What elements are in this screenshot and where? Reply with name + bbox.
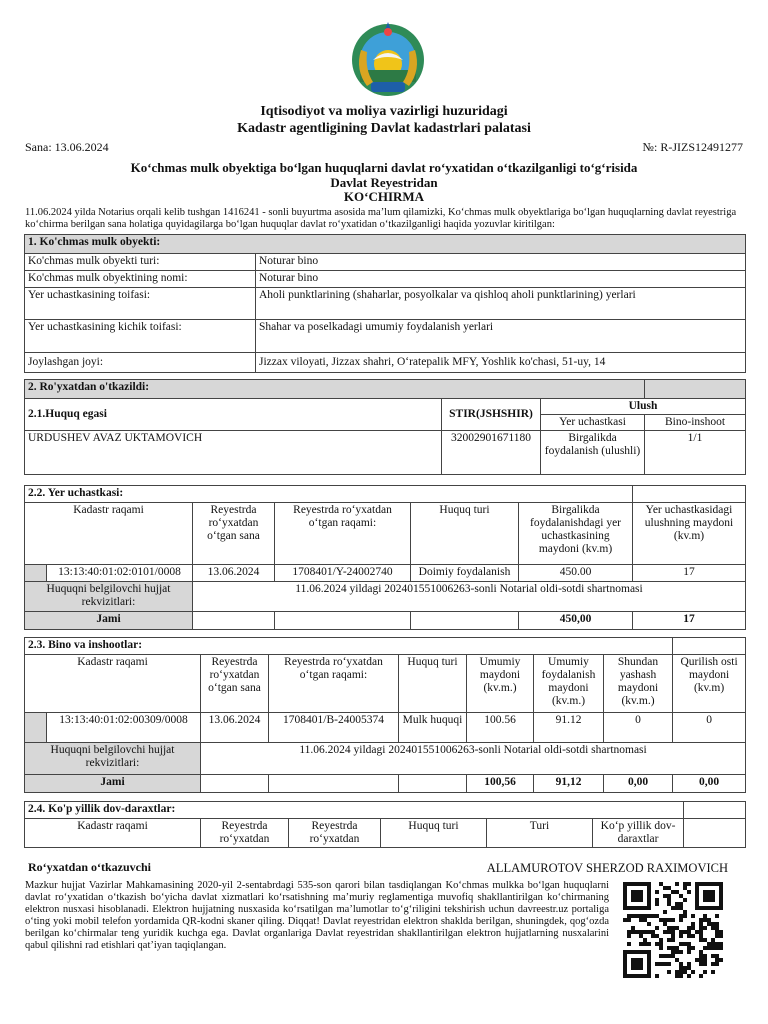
section-1-title: 1. Ko'chmas mulk obyekti: <box>25 235 746 254</box>
common-area: 91.12 <box>534 713 604 743</box>
total-common-area: 91,12 <box>534 775 604 793</box>
document-date: Sana: 13.06.2024 <box>25 140 109 154</box>
intro-paragraph: 11.06.2024 yilda Notarius orqali kelib tushgan 1416241 - sonli buyurtma asosida maʼlum qilamizki, Koʻchmas mulk obyektlariga boʻlgan huquqlarning davlat reyestriga koʻchirma berilgan sana holatiga quyidagilarga boʻlgan huquqlar davlat roʻyxatidan oʻtkazilganligi haqida yozuvlar kiritilgan: <box>25 207 737 230</box>
field-value: Jizzax viloyati, Jizzax shahri, Oʻratepalik MFY, Yoshlik ko'chasi, 51-uy, 14 <box>256 353 746 373</box>
col-header: Yer uchastkasidagi ulushning maydoni (kv.m) <box>633 503 746 565</box>
col-header: Huquq turi <box>411 503 519 565</box>
col-header: Turi <box>487 819 593 848</box>
registration-table <box>24 379 746 475</box>
section-23-title: 2.3. Bino va inshootlar: <box>25 638 673 655</box>
owner-header: 2.1.Huquq egasi <box>25 399 442 431</box>
field-label: Yer uchastkasining kichik toifasi: <box>25 320 256 353</box>
field-value: Shahar va poselkadagi umumiy foydalanish yerlari <box>256 320 746 353</box>
buildings-table <box>24 637 746 793</box>
doc-value: 11.06.2024 yildagi 202401551006263-sonli Notarial oldi-sotdi shartnomasi <box>201 743 746 775</box>
doc-label: Huquqni belgilovchi hujjat rekvizitlari: <box>25 743 201 775</box>
right-type: Doimiy foydalanish <box>411 565 519 582</box>
stir-header: STIR(JSHSHIR) <box>442 399 541 431</box>
land-share-value: Birgalikda foydalanish (ulushli) <box>541 431 645 475</box>
col-header: Kadastr raqami <box>25 819 201 848</box>
col-header: Reyestrda roʻyxatdan <box>201 819 289 848</box>
share-header: Ulush <box>541 399 746 415</box>
total-area: 100.56 <box>467 713 534 743</box>
col-header: Umumiy maydoni (kv.m.) <box>467 655 534 713</box>
field-value: Noturar bino <box>256 271 746 288</box>
total-living-area: 0,00 <box>604 775 673 793</box>
trees-table <box>24 801 746 848</box>
owner-name: URDUSHEV AVAZ UKTAMOVICH <box>25 431 442 475</box>
total-plot-area: 450,00 <box>519 612 633 630</box>
footprint-area: 0 <box>673 713 746 743</box>
doc-title-3: KOʻCHIRMA <box>343 189 425 204</box>
section-24-title: 2.4. Ko'p yillik dov-daraxtlar: <box>25 802 684 819</box>
total-footprint-area: 0,00 <box>673 775 746 793</box>
total-share-area: 17 <box>633 612 746 630</box>
cadastre-number: 13:13:40:01:02:00309/0008 <box>47 713 201 743</box>
col-header: Kadastr raqami <box>25 503 193 565</box>
living-area: 0 <box>604 713 673 743</box>
registration-date: 13.06.2024 <box>201 713 269 743</box>
registration-number: 1708401/Y-24002740 <box>275 565 411 582</box>
col-header: Reyestrda roʻyxatdan oʻtgan sana <box>201 655 269 713</box>
registration-date: 13.06.2024 <box>193 565 275 582</box>
qr-code-icon[interactable] <box>623 882 723 978</box>
doc-value: 11.06.2024 yildagi 202401551006263-sonli Notarial oldi-sotdi shartnomasi <box>193 582 746 612</box>
right-type: Mulk huquqi <box>399 713 467 743</box>
col-header: Huquq turi <box>399 655 467 713</box>
field-label: Ko'chmas mulk obyektining nomi: <box>25 271 256 288</box>
col-header: Kadastr raqami <box>25 655 201 713</box>
field-value: Noturar bino <box>256 254 746 271</box>
field-label: Ko'chmas mulk obyekti turi: <box>25 254 256 271</box>
col-header: Reyestrda roʻyxatdan oʻtgan sana <box>193 503 275 565</box>
registrar-name: ALLAMUROTOV SHERZOD RAXIMOVICH <box>486 861 728 875</box>
col-header: Shundan yashash maydoni (kv.m.) <box>604 655 673 713</box>
chamber-title: Kadastr agentligining Davlat kadastrlari palatasi <box>237 121 531 136</box>
registration-number: 1708401/B-24005374 <box>269 713 399 743</box>
field-label: Joylashgan joyi: <box>25 353 256 373</box>
state-emblem-icon <box>347 20 429 102</box>
document-number: №: R-JIZS12491277 <box>642 140 743 154</box>
col-header: Qurilish osti maydoni (kv.m) <box>673 655 746 713</box>
property-object-table <box>24 234 746 373</box>
land-plot-table <box>24 485 746 630</box>
total-building-area: 100,56 <box>467 775 534 793</box>
col-header: Reyestrda roʻyxatdan <box>289 819 381 848</box>
registrar-label: Roʻyxatdan oʻtkazuvchi <box>28 860 152 874</box>
field-label: Yer uchastkasining toifasi: <box>25 288 256 320</box>
share-area: 17 <box>633 565 746 582</box>
col-header: Koʻp yillik dov-daraxtlar <box>593 819 684 848</box>
ministry-title: Iqtisodiyot va moliya vazirligi huzuridagi <box>260 104 508 119</box>
plot-area: 450.00 <box>519 565 633 582</box>
doc-title-2: Davlat Reyestridan <box>330 175 438 190</box>
total-label: Jami <box>25 612 193 630</box>
owner-stir: 32002901671180 <box>442 431 541 475</box>
col-header: Reyestrda roʻyxatdan oʻtgan raqami: <box>275 503 411 565</box>
cadastre-number: 13:13:40:01:02:0101/0008 <box>47 565 193 582</box>
col-header: Huquq turi <box>381 819 487 848</box>
land-share-header: Yer uchastkasi <box>541 415 645 431</box>
col-header: Birgalikda foydalanishdagi yer uchastkasining maydoni (kv.m) <box>519 503 633 565</box>
legal-note: Mazkur hujjat Vazirlar Mahkamasining 2020-yil 2-sentabrdagi 535-son qarori bilan tasdiqlangan Koʻchmas mulkka boʻlgan huquqlarni davlat roʻyxatidan oʻtkazish boʻyicha davlat xizmatlari koʻrsatishning maʼmuriy reglamentiga muvofiq shakllantirilgan koʻchirmaning elektron nusxasi hisoblanadi. Elektron hujjatning nusxasida koʻrsatilgan maʼlumotlar toʻgʻriligini tekshirish uchun davreestr.uz portaliga oʻting yoki mobil telefon yordamida QR-kodni skaner qiling. Diqqat! Davlat reyestridan elektron shaklda berilgan, shuningdek, qogʻozda berilgan koʻchirmalar teng yuridik kuchga ega. Davlat organlariga Davlat reyestridan shakllantirilgan elektron hujjatlarning nusxalarini qabul qilishni rad etishlari qatʼiyan taqiqlangan. <box>25 880 609 951</box>
doc-label: Huquqni belgilovchi hujjat rekvizitlari: <box>25 582 193 612</box>
field-value: Aholi punktlarining (shaharlar, posyolkalar va qishloq aholi punktlarining) yerlari <box>256 288 746 320</box>
col-header: Reyestrda roʻyxatdan oʻtgan raqami: <box>269 655 399 713</box>
col-header: Umumiy foydalanish maydoni (kv.m.) <box>534 655 604 713</box>
section-2-title: 2. Ro'yxatdan o'tkazildi: <box>25 380 645 399</box>
doc-title-1: Koʻchmas mulk obyektiga boʻlgan huquqlarni davlat roʻyxatidan oʻtkazilganligi toʻgʻrisida <box>130 160 638 175</box>
total-label: Jami <box>25 775 201 793</box>
building-share-header: Bino-inshoot <box>645 415 746 431</box>
section-22-title: 2.2. Yer uchastkasi: <box>25 486 633 503</box>
building-share-value: 1/1 <box>645 431 746 475</box>
